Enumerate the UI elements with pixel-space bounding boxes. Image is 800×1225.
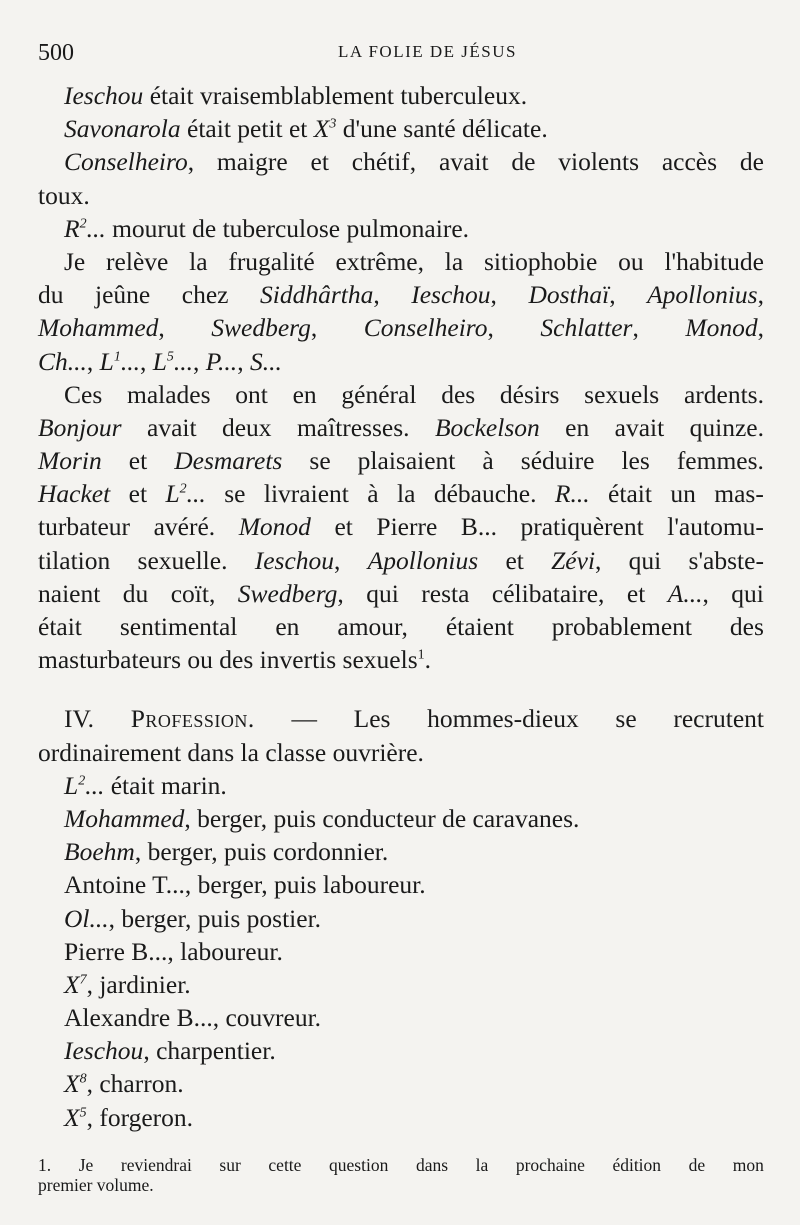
text-line-29: Ieschou, charpentier. xyxy=(64,1036,276,1066)
section-gap xyxy=(38,676,764,702)
text-line-11: Bonjour avait deux maîtresses. Bockelson en avait quinze. xyxy=(38,412,764,442)
text-line-30: $X^8$, charron. xyxy=(64,1069,184,1099)
text-line-17: était sentimental en amour, étaient probablement des xyxy=(38,612,764,641)
text-line-24: Antoine T..., berger, puis laboureur. xyxy=(64,870,426,900)
running-title: LA FOLIE DE JÉSUS xyxy=(338,42,517,61)
text-line-31: $X^5$, forgeron. xyxy=(64,1102,194,1132)
footnote-line-2: premier volume. xyxy=(38,1175,154,1195)
text-line-9: Ch..., $L^1$..., $L^5$..., P..., S... xyxy=(38,346,282,376)
text-line-12: Morin et Desmarets se plaisaient à séduire les femmes. xyxy=(38,446,764,476)
text-line-14: turbateur avéré. Monod et Pierre B... pratiquèrent l'automu- xyxy=(38,512,764,542)
text-line-28: Alexandre B..., couvreur. xyxy=(64,1003,322,1033)
page-header xyxy=(38,38,762,68)
text-line-1: Ieschou était vraisemblablement tuberculeux. xyxy=(64,81,528,110)
text-line-26: Pierre B..., laboureur. xyxy=(64,936,283,966)
text-line-5: $R^2$... mourut de tuberculose pulmonaire. xyxy=(64,213,470,243)
text-line-10: Ces malades ont en général des désirs sexuels ardents. xyxy=(64,379,764,409)
text-line-20: ordinairement dans la classe ouvrière. xyxy=(38,737,424,767)
text-line-22: Mohammed, berger, puis conducteur de caravanes. xyxy=(64,803,580,833)
text-line-4: toux. xyxy=(38,180,90,210)
text-line-16: naient du coït, Swedberg, qui resta célibataire, et A..., qui xyxy=(38,578,764,608)
body-text xyxy=(38,79,764,1134)
text-line-3: Conselheiro, maigre et chétif, avait de violents accès de xyxy=(64,147,764,177)
text-line-19: IV. Profession. — Les hommes-dieux se recrutent xyxy=(64,704,764,734)
page-number: 500 xyxy=(38,40,74,66)
text-line-18: masturbateurs ou des invertis sexuels$^1$. xyxy=(38,645,431,675)
footnote-line-1: 1. Je reviendrai sur cette question dans la prochaine édition de mon xyxy=(38,1155,764,1175)
footnote xyxy=(38,1155,764,1195)
text-line-27: $X^7$, jardinier. xyxy=(64,969,191,999)
text-line-7: du jeûne chez Siddhârtha, Ieschou, Dosthaï, Apollonius, xyxy=(38,280,764,310)
text-line-21: $L^2$... était marin. xyxy=(64,770,227,800)
text-line-8: Mohammed, Swedberg, Conselheiro, Schlatter, Monod, xyxy=(38,313,764,343)
text-line-13: Hacket et $L^2$... se livraient à la débauche. R... était un mas- xyxy=(38,479,764,509)
text-line-2: Savonarola était petit et $X^3$ d'une santé délicate. xyxy=(64,114,548,144)
text-line-15: tilation sexuelle. Ieschou, Apollonius et Zévi, qui s'abste- xyxy=(38,545,764,575)
text-line-6: Je relève la frugalité extrême, la sitiophobie ou l'habitude xyxy=(64,246,764,276)
text-line-23: Boehm, berger, puis cordonnier. xyxy=(64,837,389,867)
text-line-25: Ol..., berger, puis postier. xyxy=(64,903,322,933)
